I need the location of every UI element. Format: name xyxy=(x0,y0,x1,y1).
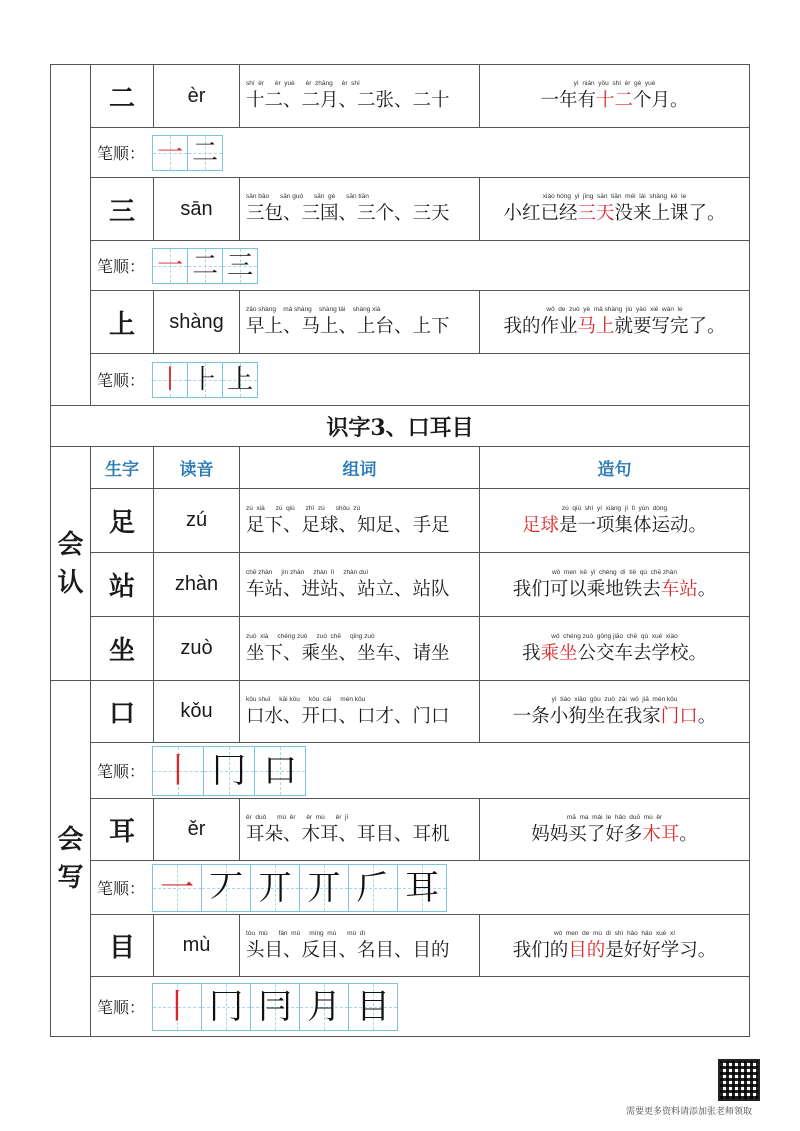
stroke-box: 丨 xyxy=(152,746,204,796)
words-pinyin: zuò xià chéng zuò zuò chē qǐng zuò xyxy=(246,632,375,640)
stroke-order-label: 笔顺： xyxy=(97,762,146,781)
sentence-text: 我们可以乘地铁去车站。 xyxy=(512,578,717,600)
words-text: 头目、反目、名目、目的 xyxy=(246,939,450,961)
stroke-box: 冃 xyxy=(250,983,300,1031)
stroke-box: 一 xyxy=(152,864,202,912)
sentence-pinyin: wǒ chéng zuò gōng jiāo chē qù xué xiào xyxy=(551,632,678,640)
footer-note: 需要更多资料请添加张老师领取 xyxy=(625,1107,752,1117)
sentence-pinyin: wǒ men kě yǐ chéng dì tiě qù chē zhàn xyxy=(551,568,677,576)
words-cell xyxy=(240,553,480,617)
group-cell-blank xyxy=(51,65,91,406)
words-pinyin: zǎo shàng mǎ shàng shàng tái shàng xià xyxy=(246,306,381,313)
pinyin-cell: ěr xyxy=(154,799,240,861)
table-row xyxy=(51,178,750,241)
words-text: 足下、足球、知足、手足 xyxy=(246,514,450,536)
char-cell: 足 xyxy=(91,489,154,553)
stroke-box: 冂 xyxy=(203,746,255,796)
sentence-pinyin: wǒ de zuò yè mǎ shàng jiù yào xiě wán le xyxy=(546,306,683,313)
stroke-boxes xyxy=(152,248,257,284)
table-row xyxy=(51,553,750,617)
sentence-cell xyxy=(480,553,750,617)
pinyin-cell: kǒu xyxy=(154,681,240,743)
stroke-order-cell xyxy=(91,241,750,291)
char-cell: 上 xyxy=(91,291,154,354)
stroke-row xyxy=(51,977,750,1037)
sentence-cell xyxy=(480,799,750,861)
stroke-row xyxy=(51,354,750,406)
sentence-cell xyxy=(480,681,750,743)
char-cell: 三 xyxy=(91,178,154,241)
stroke-boxes xyxy=(152,983,397,1031)
stroke-box: 三 xyxy=(222,248,258,284)
stroke-box: 口 xyxy=(254,746,306,796)
sentence-pinyin: yì nián yǒu shí èr gè yuè xyxy=(573,80,656,87)
words-cell xyxy=(240,65,480,128)
words-cell xyxy=(240,915,480,977)
stroke-order-cell xyxy=(91,354,750,406)
stroke-box: 一 xyxy=(152,135,188,171)
stroke-order-label: 笔顺： xyxy=(97,371,146,390)
stroke-order-label: 笔顺： xyxy=(97,144,146,163)
stroke-box: 目 xyxy=(348,983,398,1031)
pinyin-cell: sān xyxy=(154,178,240,241)
group-label-read: 会 认 xyxy=(51,447,91,681)
pinyin-cell: mù xyxy=(154,915,240,977)
table-row xyxy=(51,489,750,553)
group-label-write: 会 写 xyxy=(51,681,91,1037)
sentence-cell xyxy=(480,489,750,553)
header-pinyin: 读音 xyxy=(154,447,240,489)
words-text: 耳朵、木耳、耳目、耳机 xyxy=(246,823,450,845)
words-pinyin: tóu mù fǎn mù míng mù mù dì xyxy=(246,929,366,937)
words-pinyin: ěr duǒ mù ěr ěr mù ěr jī xyxy=(246,813,349,821)
stroke-box: 丌 xyxy=(250,864,300,912)
stroke-box: 二 xyxy=(187,135,223,171)
char-cell: 口 xyxy=(91,681,154,743)
table-row xyxy=(51,65,750,128)
stroke-box: 一 xyxy=(152,248,188,284)
char-cell: 耳 xyxy=(91,799,154,861)
stroke-order-label: 笔顺： xyxy=(97,257,146,276)
sentence-pinyin: mā ma mǎi le hǎo duō mù ěr xyxy=(566,813,663,821)
sentence-cell xyxy=(480,178,750,241)
sentence-text: 我乘坐公交车去学校。 xyxy=(521,642,708,664)
pinyin-cell: èr xyxy=(154,65,240,128)
worksheet-table xyxy=(50,64,750,1037)
sentence-text: 我们的目的是好好学习。 xyxy=(512,939,717,961)
sentence-post: 个月。 xyxy=(633,90,689,111)
stroke-row xyxy=(51,241,750,291)
sentence-cell xyxy=(480,291,750,354)
char-cell: 坐 xyxy=(91,617,154,681)
pinyin-cell: zhàn xyxy=(154,553,240,617)
header-char: 生字 xyxy=(91,447,154,489)
words-pinyin: kǒu shuǐ kāi kǒu kǒu cái mén kǒu xyxy=(246,695,366,703)
pinyin-cell: shàng xyxy=(154,291,240,354)
sentence-text: 一条小狗坐在我家门口。 xyxy=(512,705,717,727)
stroke-order-label: 笔顺： xyxy=(97,879,146,898)
stroke-box: 冂 xyxy=(201,983,251,1031)
words-cell xyxy=(240,178,480,241)
header-row xyxy=(51,447,750,489)
words-text: 十二、二月、二张、二十 xyxy=(246,90,450,111)
char-cell: 二 xyxy=(91,65,154,128)
sentence-text: 小红已经三天没来上课了。 xyxy=(503,203,726,224)
words-pinyin: chē zhàn jìn zhàn zhàn lì zhàn duì xyxy=(246,568,369,576)
stroke-order-cell xyxy=(91,128,750,178)
words-text: 口水、开口、口才、门口 xyxy=(246,705,450,727)
section-title: 识字3、口耳目 xyxy=(51,406,750,447)
table-row xyxy=(51,617,750,681)
stroke-boxes xyxy=(152,135,222,171)
words-cell xyxy=(240,489,480,553)
words-pinyin: zú xià zú qiú zhī zú shǒu zú xyxy=(246,504,361,512)
stroke-box: 丆 xyxy=(201,864,251,912)
stroke-row xyxy=(51,128,750,178)
words-cell xyxy=(240,681,480,743)
stroke-order-cell xyxy=(91,743,750,799)
sentence-pinyin: wǒ men de mù dì shì hǎo hǎo xué xí xyxy=(553,929,676,937)
stroke-box: 上 xyxy=(222,362,258,398)
sentence-pinyin: yì tiáo xiǎo gǒu zuò zài wǒ jiā mén kǒu xyxy=(551,695,678,703)
stroke-box: 丌 xyxy=(299,864,349,912)
stroke-order-cell xyxy=(91,977,750,1037)
sentence-pinyin: xiǎo hóng yǐ jīng sān tiān méi lái shàng kè le xyxy=(542,193,687,200)
words-text: 车站、进站、站立、站队 xyxy=(246,578,450,600)
stroke-box: 丨 xyxy=(152,983,202,1031)
stroke-boxes xyxy=(152,362,257,398)
sentence-text xyxy=(486,89,743,113)
stroke-row xyxy=(51,861,750,915)
table-row xyxy=(51,681,750,743)
words-cell xyxy=(240,617,480,681)
stroke-box: 𠂆 xyxy=(348,864,398,912)
sentence-highlight: 十二 xyxy=(595,90,633,111)
table-row xyxy=(51,291,750,354)
sentence-cell xyxy=(480,915,750,977)
words-cell xyxy=(240,291,480,354)
stroke-box: 耳 xyxy=(397,864,447,912)
pinyin-cell: zuò xyxy=(154,617,240,681)
header-sentence: 造句 xyxy=(480,447,750,489)
char-cell: 站 xyxy=(91,553,154,617)
qr-code-icon xyxy=(718,1059,760,1101)
stroke-box: 月 xyxy=(299,983,349,1031)
table-row xyxy=(51,915,750,977)
header-words: 组词 xyxy=(240,447,480,489)
stroke-order-cell xyxy=(91,861,750,915)
pinyin-cell: zú xyxy=(154,489,240,553)
stroke-box: 丨 xyxy=(152,362,188,398)
table-row xyxy=(51,799,750,861)
sentence-pre: 一年有 xyxy=(540,90,596,111)
sentence-text: 我的作业马上就要写完了。 xyxy=(503,316,726,337)
section-title-row xyxy=(51,406,750,447)
words-pinyin: shí èr èr yuè èr zhāng èr shí xyxy=(246,80,360,87)
sentence-text: 足球是一项集体运动。 xyxy=(521,514,708,536)
words-cell xyxy=(240,799,480,861)
sentence-pinyin: zú qiú shì yí xiàng jí tǐ yùn dòng xyxy=(561,504,668,512)
sentence-cell xyxy=(480,65,750,128)
stroke-boxes xyxy=(152,746,305,796)
stroke-box: ⺊ xyxy=(187,362,223,398)
stroke-order-label: 笔顺： xyxy=(97,998,146,1017)
sentence-text: 妈妈买了好多木耳。 xyxy=(531,823,698,845)
char-cell: 目 xyxy=(91,915,154,977)
words-text: 早上、马上、上台、上下 xyxy=(246,316,450,337)
stroke-row xyxy=(51,743,750,799)
stroke-boxes xyxy=(152,864,446,912)
stroke-box: 二 xyxy=(187,248,223,284)
words-pinyin: sān bāo sān guó sān gè sān tiān xyxy=(246,193,369,200)
words-text: 坐下、乘坐、坐车、请坐 xyxy=(246,642,450,664)
sentence-cell xyxy=(480,617,750,681)
words-text: 三包、三国、三个、三天 xyxy=(246,203,450,224)
